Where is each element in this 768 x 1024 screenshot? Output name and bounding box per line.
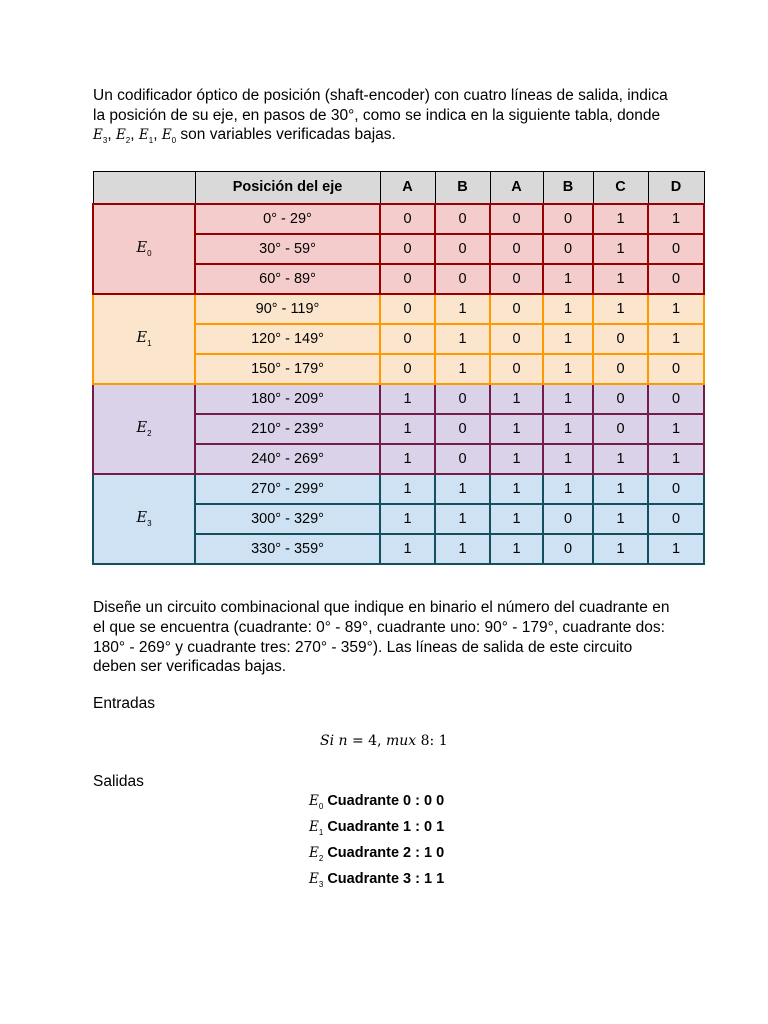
bit-cell: 1 [543,324,593,354]
table-row [93,474,704,504]
bit-cell: 0 [435,204,490,234]
bit-cell: 1 [380,504,435,534]
bit-cell: 0 [648,474,704,504]
bit-cell: 1 [593,504,648,534]
bit-cell: 0 [435,384,490,414]
bit-cell: 1 [490,444,543,474]
position-cell: 270° - 299° [195,474,380,504]
bit-cell: 1 [593,264,648,294]
bit-cell: 0 [593,324,648,354]
bit-cell: 1 [435,324,490,354]
bit-cell: 0 [380,354,435,384]
bit-cell: 1 [543,354,593,384]
bit-cell: 1 [490,504,543,534]
bit-cell: 1 [380,534,435,564]
bit-cell: 0 [593,354,648,384]
bit-cell: 0 [435,234,490,264]
bit-cell: 1 [490,534,543,564]
bit-cell: 1 [435,534,490,564]
bit-cell: 0 [435,414,490,444]
paragraph-line: deben ser verificadas bajas. [93,658,287,676]
output-item-e1: $E_1$ Cuadrante 1 : 0 1 [309,819,445,837]
bit-cell: 0 [543,534,593,564]
intro-line-1: Un codificador óptico de posición (shaft-encoder) con cuatro líneas de salida, indica [93,87,668,104]
bit-cell: 1 [380,384,435,414]
paragraph-line: el que se encuentra (cuadrante: 0° - 89°, cuadrante uno: 90° - 179°, cuadrante dos: [93,618,665,636]
var-e1: $E_1$ [138,127,154,145]
bit-cell: 1 [648,294,704,324]
paragraph-line: 180° - 269° y cuadrante tres: 270° - 359°). Las líneas de salida de este circuito [93,638,633,656]
intro-paragraph [93,86,675,151]
bit-cell: 0 [380,234,435,264]
header-cell: Posición del eje [195,172,380,204]
position-cell: 330° - 359° [195,534,380,564]
bit-cell: 0 [380,264,435,294]
bit-cell: 1 [490,414,543,444]
bit-cell: 1 [543,294,593,324]
group-label-e3: $E_3$ [93,474,195,564]
bit-cell: 1 [543,264,593,294]
bit-cell: 0 [490,324,543,354]
bit-cell: 0 [543,504,593,534]
bit-cell: 1 [593,234,648,264]
bit-cell: 0 [490,204,543,234]
group-label-e0: $E_0$ [93,204,195,294]
encoder-table [92,171,705,565]
bit-cell: 1 [380,444,435,474]
bit-cell: 0 [648,234,704,264]
bit-cell: 0 [490,234,543,264]
paragraph-line: Diseñe un circuito combinacional que indique en binario el número del cuadrante en [93,599,670,616]
bit-cell: 1 [435,354,490,384]
var-e2: $E_2$ [115,127,131,145]
position-cell: 60° - 89° [195,264,380,294]
bit-cell: 1 [593,474,648,504]
bit-cell: 1 [593,444,648,474]
bit-cell: 1 [593,294,648,324]
table-row [93,294,704,324]
inputs-formula: Si n = 4, mux 8: 1 [320,733,448,749]
position-cell: 90° - 119° [195,294,380,324]
header-cell: B [435,172,490,204]
bit-cell: 1 [648,534,704,564]
bit-cell: 0 [648,384,704,414]
bit-cell: 1 [648,444,704,474]
header-cell: C [593,172,648,204]
bit-cell: 0 [543,204,593,234]
bit-cell: 0 [593,384,648,414]
bit-cell: 1 [490,474,543,504]
bit-cell: 1 [593,204,648,234]
bit-cell: 0 [648,504,704,534]
bit-cell: 1 [648,414,704,444]
bit-cell: 1 [490,384,543,414]
bit-cell: 1 [593,534,648,564]
bit-cell: 0 [380,324,435,354]
intro-line-3-tail: son variables verificadas bajas. [176,126,396,143]
intro-line-3: $E_3$, $E_2$, $E_1$, $E_0$ son variables verificadas bajas. [93,126,396,145]
outputs-list [309,793,444,897]
bit-cell: 1 [380,414,435,444]
bit-cell: 0 [648,264,704,294]
bit-cell: 0 [380,294,435,324]
bit-cell: 1 [543,444,593,474]
position-cell: 300° - 329° [195,504,380,534]
header-cell: B [543,172,593,204]
group-label-e1: $E_1$ [93,294,195,384]
bit-cell: 0 [435,444,490,474]
intro-line-2: la posición de su eje, en pasos de 30°, como se indica en la siguiente tabla, donde [93,106,661,124]
bit-cell: 0 [435,264,490,294]
header-cell: A [380,172,435,204]
position-cell: 30° - 59° [195,234,380,264]
bit-cell: 1 [435,504,490,534]
position-cell: 180° - 209° [195,384,380,414]
output-item-e3: $E_3$ Cuadrante 3 : 1 1 [309,871,445,889]
position-cell: 240° - 269° [195,444,380,474]
bit-cell: 1 [380,474,435,504]
bit-cell: 0 [543,234,593,264]
table-header-row [93,172,704,204]
bit-cell: 1 [435,474,490,504]
position-cell: 0° - 29° [195,204,380,234]
position-cell: 150° - 179° [195,354,380,384]
table-row [93,384,704,414]
output-item-e0: $E_0$ Cuadrante 0 : 0 0 [309,793,445,811]
var-e0: $E_0$ [161,127,177,145]
bit-cell: 1 [648,204,704,234]
output-item-e2: $E_2$ Cuadrante 2 : 1 0 [309,845,445,863]
bit-cell: 0 [490,354,543,384]
bit-cell: 0 [648,354,704,384]
outputs-label: Salidas [93,773,144,790]
position-cell: 210° - 239° [195,414,380,444]
header-cell [93,172,195,204]
var-e3: $E_3$ [93,127,108,145]
bit-cell: 0 [490,294,543,324]
bit-cell: 1 [648,324,704,354]
header-cell: D [648,172,704,204]
bit-cell: 0 [490,264,543,294]
header-cell: A [490,172,543,204]
bit-cell: 1 [543,384,593,414]
bit-cell: 1 [543,474,593,504]
bit-cell: 1 [435,294,490,324]
table-row [93,204,704,234]
inputs-label: Entradas [93,695,156,712]
group-label-e2: $E_2$ [93,384,195,474]
bit-cell: 0 [593,414,648,444]
design-paragraph [93,598,675,677]
bit-cell: 1 [543,414,593,444]
bit-cell: 0 [380,204,435,234]
position-cell: 120° - 149° [195,324,380,354]
